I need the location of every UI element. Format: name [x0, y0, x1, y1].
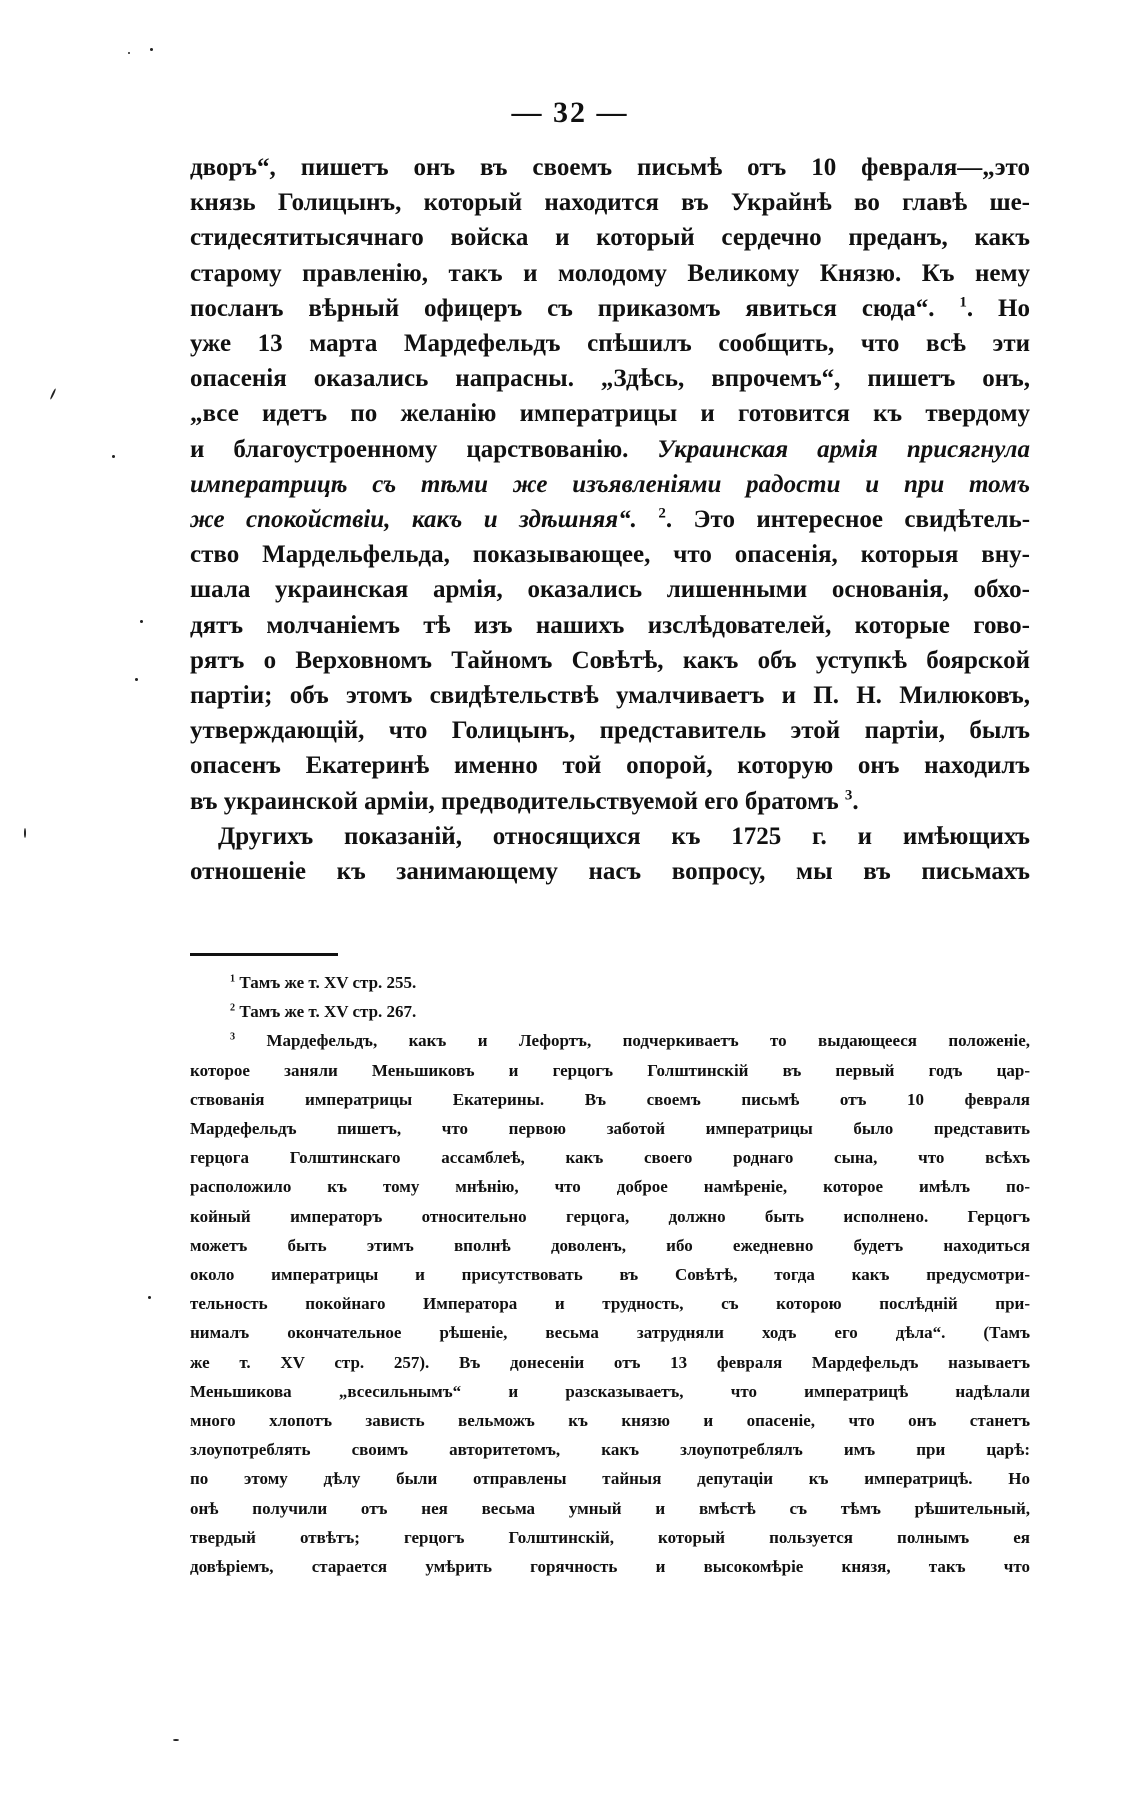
footnote-3-line: которое заняли Меньшиковъ и герцогъ Голштинскій въ первый годъ цар-: [190, 1060, 1030, 1080]
text-line: же спокойствіи, какъ и здѣшняя“. $^2$. Это интересное свидѣтель-: [190, 505, 1031, 534]
scan-speck: [24, 828, 26, 838]
text-line: въ украинской арміи, предводительствуемой его братомъ $^3$.: [190, 787, 859, 815]
text-line: партіи; объ этомъ свидѣтельствѣ умалчиваетъ и П. Н. Милюковъ,: [190, 682, 1030, 710]
text-line: „все идетъ по желанію императрицы и готовится къ твердому: [190, 400, 1030, 428]
footnote-3-line: нималъ окончательное рѣшеніе, весьма затрудняли ходъ его дѣла“. (Тамъ: [190, 1323, 1030, 1343]
text-line: опасенъ Екатеринѣ именно той опорой, которую онъ находилъ: [190, 752, 1030, 780]
text-fragment: и благоустроенному царствованію.: [190, 435, 629, 463]
footnote-mark: 1: [959, 294, 967, 311]
footnote-3-line: тельность покойнаго Императора и трудность, съ которою послѣдній при-: [190, 1294, 1030, 1314]
footnotes: [190, 968, 1030, 1581]
footnote-3-line: твердый отвѣтъ; герцогъ Голштинскій, который пользуется полнымъ ея: [190, 1527, 1030, 1547]
text-line: дятъ молчаніемъ тѣ изъ нашихъ изслѣдователей, которые гово-: [190, 611, 1030, 639]
text-line: посланъ вѣрный офицеръ съ приказомъ явиться сюда“. $^1$. Но: [190, 294, 1030, 322]
footnote-3-line: много хлопотъ зависть вельможъ къ князю и опасеніе, что онъ станетъ: [190, 1411, 1030, 1431]
footnote-mark: 3: [230, 1031, 236, 1043]
text-line: отношеніе къ занимающему насъ вопросу, мы въ письмахъ: [190, 858, 1030, 886]
footnote-divider: [190, 953, 338, 956]
footnote-3-line: Меньшикова „всесильнымъ“ и разсказываетъ, что императрицѣ надѣлали: [190, 1381, 1030, 1401]
text-fragment: въ украинской арміи, предводительствуемой его братомъ: [190, 787, 839, 815]
main-text: [190, 150, 1030, 889]
footnote-3-line: онѣ получили отъ нея весьма умный и вмѣстѣ съ тѣмъ рѣшительный,: [190, 1498, 1030, 1518]
footnote-3-line: [190, 1026, 1030, 1055]
footnote-3-line: по этому дѣлу были отправлены тайныя депутаціи къ императрицѣ. Но: [190, 1469, 1030, 1489]
text-line: рятъ о Верховномъ Тайномъ Совѣтѣ, какъ объ уступкѣ боярской: [190, 646, 1030, 674]
italic-fragment: Украинская армія присягнула: [657, 435, 1030, 463]
footnote-3-line: расположило къ тому мнѣнію, что доброе намѣреніе, которое имѣлъ по-: [190, 1177, 1030, 1197]
footnote-mark: 3: [844, 787, 853, 804]
footnote-text: Тамъ же т. XV стр. 255.: [239, 973, 417, 992]
footnote-text: Тамъ же т. XV стр. 267.: [239, 1002, 417, 1022]
footnote-text: Мардефельдъ, какъ и Лефортъ, подчеркиваетъ то выдающееся положеніе,: [266, 1031, 1031, 1051]
text-fragment: Но: [998, 294, 1030, 322]
footnote-mark: 1: [230, 973, 236, 985]
text-line: ство Мардельфельда, показывающее, что опасенія, которыя вну-: [190, 541, 1030, 569]
footnote-3-line: ствованія императрицы Екатерины. Въ своемъ письмѣ отъ 10 февраля: [190, 1089, 1030, 1109]
text-line: князь Голицынъ, который находится въ Украйнѣ во главѣ ше-: [190, 189, 1030, 217]
scan-speck: [140, 620, 143, 623]
scan-speck: [148, 1296, 151, 1299]
scan-speck: [135, 678, 138, 681]
footnote-3-line: можетъ быть этимъ вполнѣ доволенъ, ибо ежедневно будетъ находиться: [190, 1235, 1030, 1255]
footnote-3-line: довѣріемъ, старается умѣрить горячность и высокомѣріе князя, такъ что: [190, 1557, 1030, 1577]
text-line: утверждающій, что Голицынъ, представитель этой партіи, былъ: [190, 717, 1030, 745]
text-fragment: посланъ вѣрный офицеръ съ приказомъ явиться сюда“.: [190, 294, 935, 322]
italic-fragment: же спокойствіи, какъ и здѣшняя“.: [190, 506, 637, 534]
page-number: — 32 —: [511, 96, 629, 129]
footnote-mark: 2: [658, 505, 666, 522]
text-line: опасенія оказались напрасны. „Здѣсь, впрочемъ“, пишетъ онъ,: [190, 365, 1030, 393]
footnote-3-line: около императрицы и присутствовать въ Совѣтѣ, тогда какъ предусмотри-: [190, 1265, 1030, 1285]
scan-speck: [112, 455, 115, 458]
footnote-2: [190, 997, 1030, 1026]
text-line: шала украинская армія, оказались лишенными основанія, обхо-: [190, 576, 1030, 604]
text-line: [190, 467, 1030, 502]
footnote-3-line: Мардефельдъ пишетъ, что первою заботой императрицы было представить: [190, 1119, 1030, 1139]
italic-fragment: императрицѣ съ тѣми же изъявленіями радости и при томъ: [190, 470, 1030, 498]
text-line: дворъ“, пишетъ онъ въ своемъ письмѣ отъ 10 февраля—„это: [190, 154, 1030, 181]
text-fragment: Это интересное свидѣтель-: [693, 506, 1031, 534]
text-line: [190, 432, 1030, 467]
scan-speck: [128, 52, 130, 54]
text-line: стидесятитысячнаго войска и который сердечно преданъ, какъ: [190, 224, 1030, 252]
footnote-3-line: койный императоръ относительно герцога, должно быть исполнено. Герцогъ: [190, 1206, 1030, 1226]
scan-speck: [50, 388, 57, 400]
footnote-mark: 2: [230, 1002, 236, 1014]
scan-speck: [150, 48, 153, 51]
footnote-3-line: герцога Голштинскаго ассамблеѣ, какъ своего роднаго сына, что всѣхъ: [190, 1148, 1030, 1168]
scan-speck: [173, 1739, 179, 1741]
text-line: Другихъ показаній, относящихся къ 1725 г. и имѣющихъ: [218, 822, 1030, 850]
footnote-3-line: же т. XV стр. 257). Въ донесеніи отъ 13 февраля Мардефельдъ называетъ: [190, 1352, 1030, 1372]
footnote-3-line: злоупотреблять своимъ авторитетомъ, какъ злоупотреблялъ имъ при царѣ:: [190, 1440, 1030, 1460]
footnote-1: [190, 968, 1030, 997]
text-line: старому правленію, такъ и молодому Великому Князю. Къ нему: [190, 259, 1030, 287]
text-line: уже 13 марта Мардефельдъ спѣшилъ сообщить, что всѣ эти: [190, 330, 1030, 358]
